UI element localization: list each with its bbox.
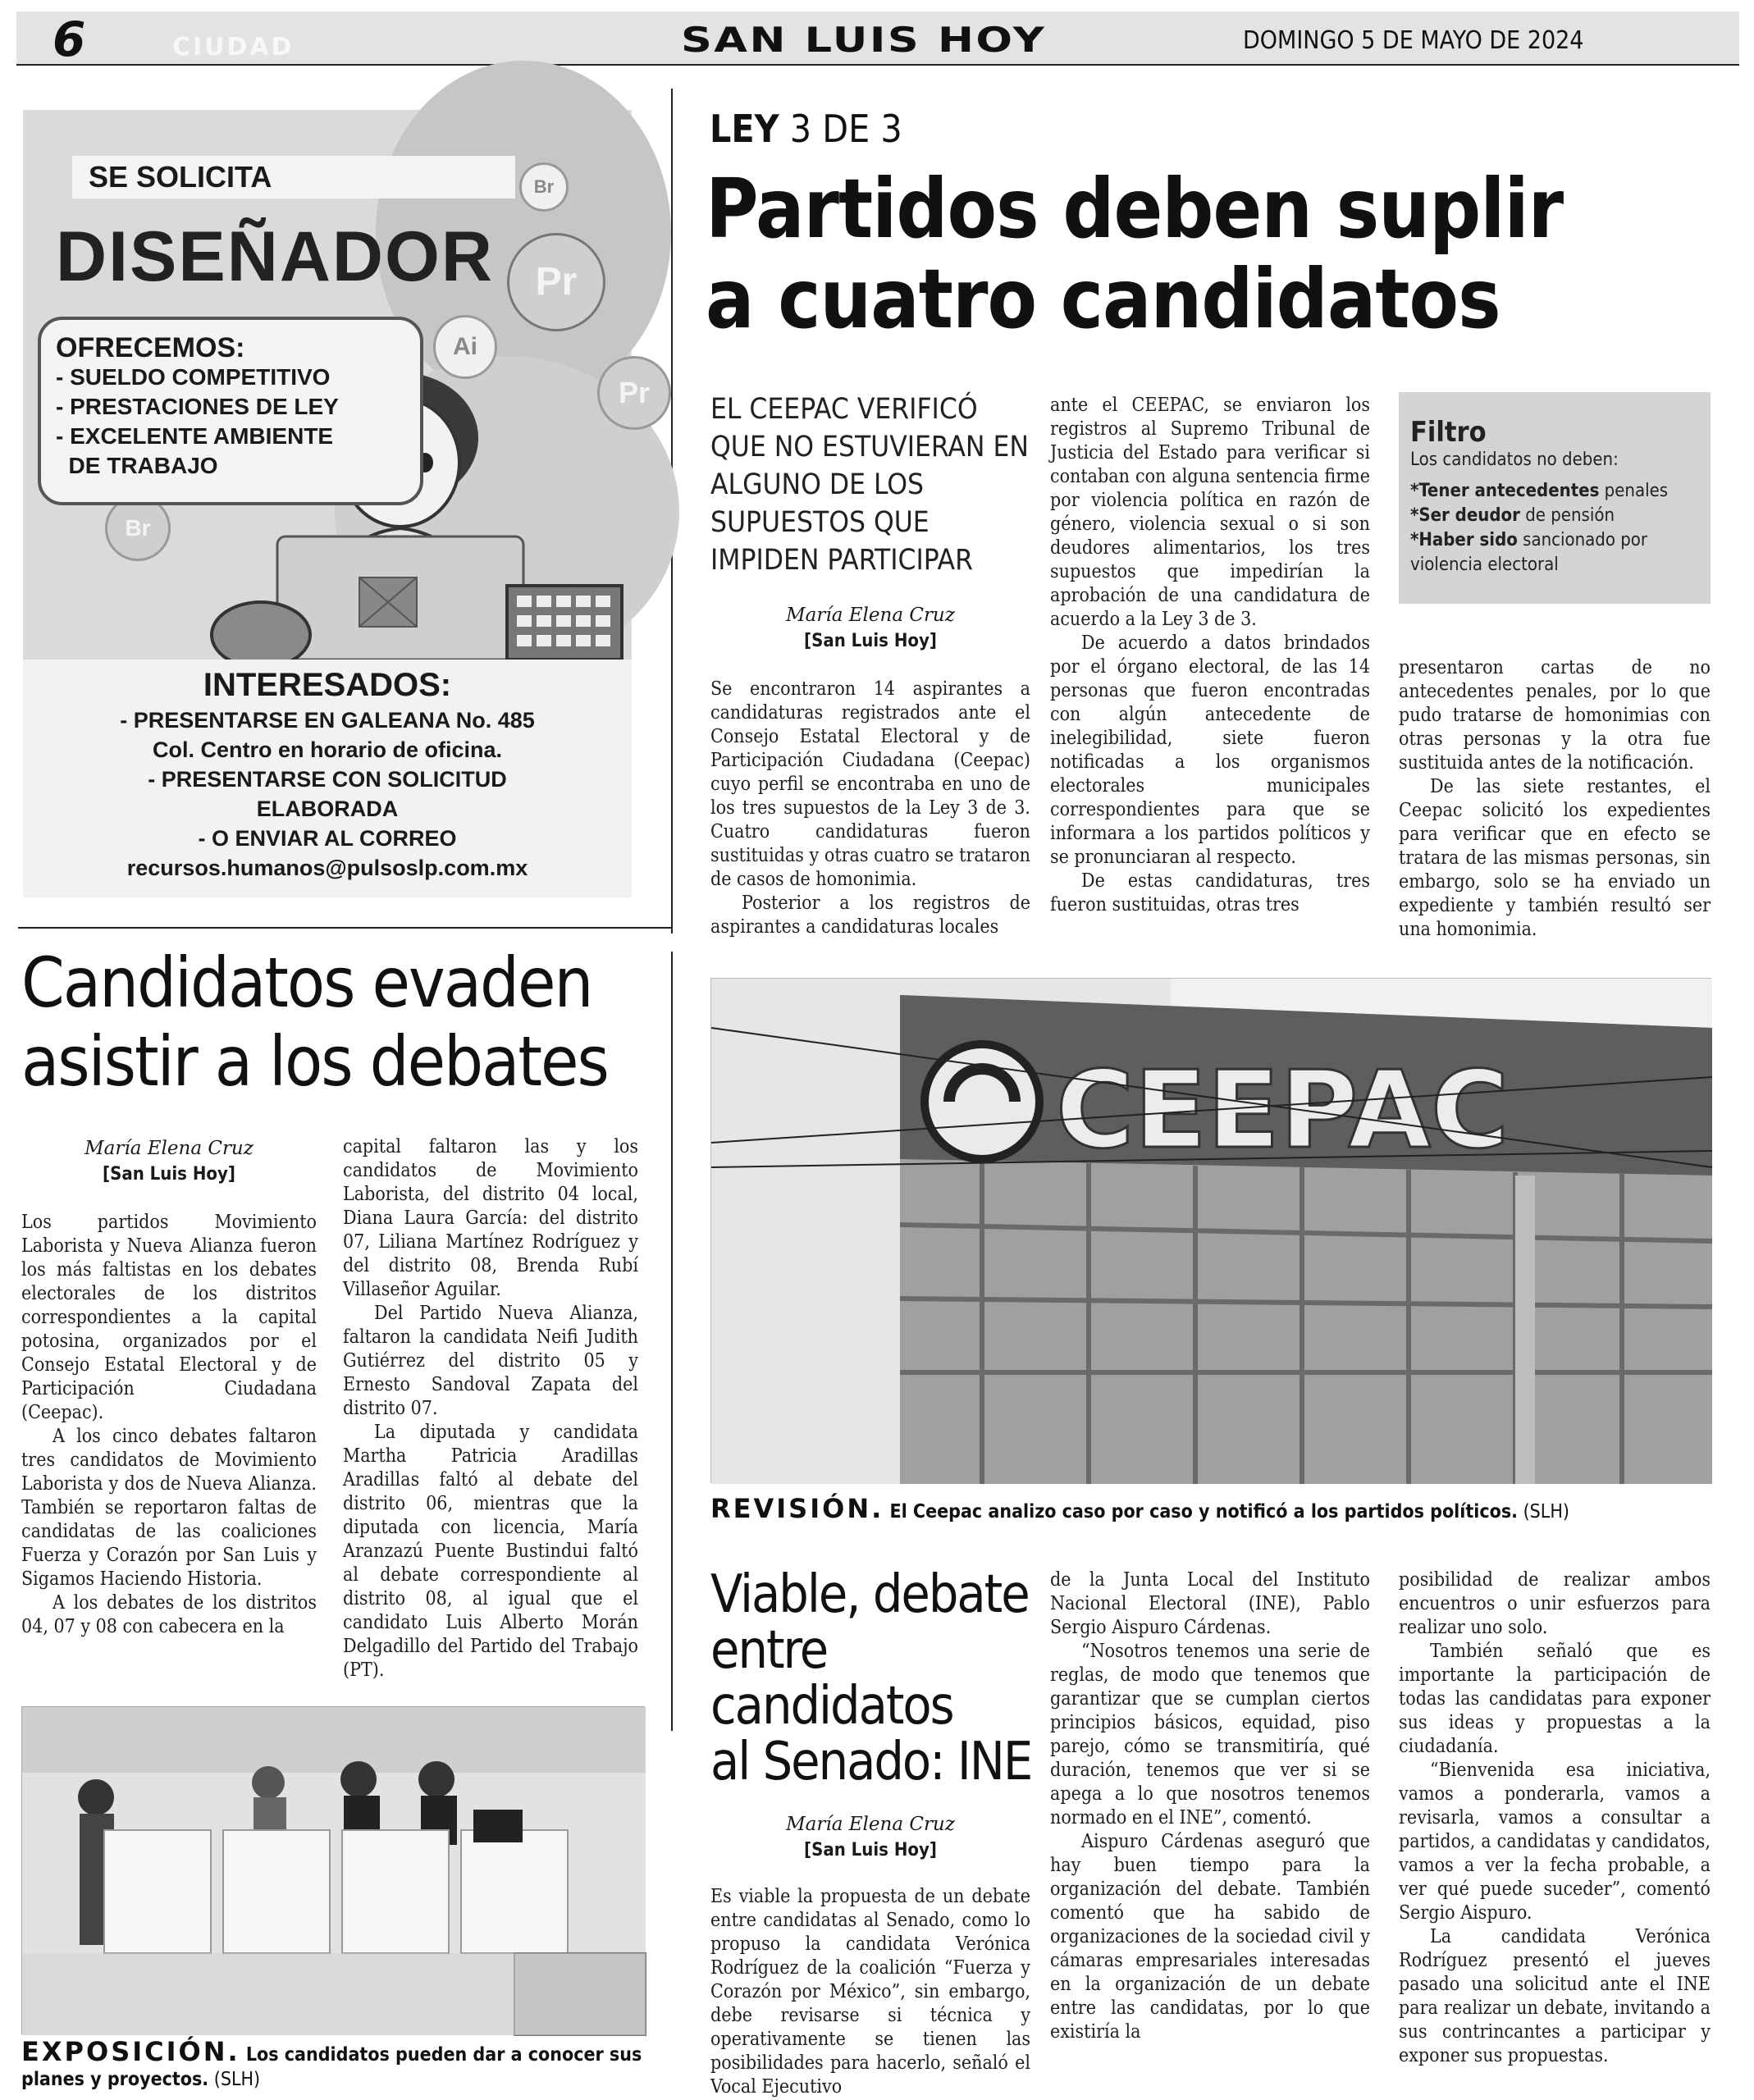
- ad-contact-line: - PRESENTARSE EN GALEANA No. 485: [120, 708, 535, 733]
- main-column-3: presentaron cartas de no antecedentes penales, por lo que pudo tratarse de homonimias con otras personas y la otra fue sustituida antes de la notificación. De las siete restantes, el Ceepac solicitó los expedientes para verificar que en efecto se tratara de las mismas personas, sin embargo, solo se ha enviado un expediente y también resultó ser una homonimia.: [1399, 657, 1711, 940]
- senado-column-1: Es viable la propuesta de un debate entre candidatas al Senado, como lo propuso la candidata Verónica Rodríguez de la coalición “Fuerza y Corazón por México”, sin embargo, debe revisarse si técnica y operativamente se tienen las posibilidades para hacerlo, señaló el Vocal Ejecutivo: [710, 1886, 1030, 2098]
- ad-offer-title: OFRECEMOS:: [56, 332, 245, 363]
- ad-title: DISEÑADOR: [56, 217, 495, 296]
- senado-column-2: de la Junta Local del Instituto Nacional Electoral (INE), Pablo Sergio Aispuro Cárdenas. “Nosotros tenemos una serie de reglas, de modo que tenemos que garantizar que se cumplan ciertos principios básicos, equidad, piso parejo, cómo se transmitiría, qué duración, tenemos que ver si se apega a lo que nosotros tenemos normado en el INE”, comentó. Aispuro Cárdenas aseguró que hay buen tiempo para la organización del debate. También comentó que ha sabido de organizaciones de la sociedad civil y cámaras empresariales interesadas en la organización de un debate entre las candidatas, por lo que existiría la: [1050, 1569, 1370, 2043]
- newspaper-name: SAN LUIS HOY: [681, 20, 1047, 60]
- page-number: 6: [53, 11, 86, 67]
- senado-byline: María Elena Cruz [San Luis Hoy]: [786, 1814, 955, 1860]
- keyboard-illustration: [212, 569, 622, 668]
- ad-offer-item: - PRESTACIONES DE LEY: [56, 394, 339, 419]
- debate-photo-caption: EXPOSICIÓN. Los candidatos pueden dar a conocer sus planes y proyectos. (SLH): [21, 2036, 642, 2090]
- ad-contact-line: Col. Centro en horario de oficina.: [152, 737, 503, 762]
- ad-email: recursos.humanos@pulsoslp.com.mx: [126, 856, 528, 880]
- bridge-app-icon: Br: [105, 495, 171, 561]
- debates-headline: Candidatos evaden asistir a los debates: [21, 943, 608, 1102]
- ad-offer-item: - EXCELENTE AMBIENTE: [56, 423, 334, 449]
- ceepac-photo-caption: REVISIÓN. El Ceepac analizo caso por caso y notificó a los partidos políticos. (SLH): [710, 1493, 1569, 1524]
- debates-column-1: Los partidos Movimiento Laborista y Nueva Alianza fueron los más faltistas en los debates electorales de los distritos correspondientes a la capital potosina, organizados por el Consejo Estatal Electoral y de Participación Ciudadana (Ceepac). A los cinco debates faltaron tres candidatos de Movimiento Laborista y dos de Nueva Alianza. También se reportaron faltas de candidatas de las coaliciones Fuerza y Corazón por San Luis y Sigamos Haciendo Historia. A los debates de los distritos 04, 07 y 08 con cabecera en la: [21, 1212, 317, 1637]
- debate-photo: [21, 1706, 645, 2034]
- filtro-item: *Tener antecedentes penales: [1410, 481, 1669, 501]
- kicker: LEY 3 DE 3: [710, 107, 902, 151]
- main-deck: EL CEEPAC VERIFICÓ QUE NO ESTUVIERAN EN ALGUNO DE LOS SUPUESTOS QUE IMPIDEN PARTICIPAR: [710, 393, 1029, 577]
- ad-contact-line: ELABORADA: [256, 797, 399, 821]
- filtro-box: Filtro Los candidatos no deben: *Tener antecedentes penales *Ser deudor de pensión *Haber sido sancionado por violencia electoral: [1399, 392, 1711, 604]
- ceepac-sign: CEEPAC: [1056, 1048, 1510, 1172]
- issue-date: DOMINGO 5 DE MAYO DE 2024: [1243, 26, 1584, 55]
- main-column-2: ante el CEEPAC, se enviaron los registros al Supremo Tribunal de Justicia del Estado para verificar si contaban con alguna sentencia firme por violencia política en razón de género, violencia sexual o si son deudores alimentarios, los tres supuestos que impedirían la aprobación de una candidatura de acuerdo a la Ley 3 de 3. De acuerdo a datos brindados por el órgano electoral, de las 14 personas que fueron encontradas con algún antecedente de inelegibilidad, siete fueron notificadas a los organismos electorales municipales correspondientes para que se informara a los partidos políticos y se pronunciaran al respecto. De estas candidaturas, tres fueron sustituidas, otras tres: [1050, 395, 1370, 915]
- ceepac-building-photo: [710, 978, 1711, 1483]
- main-byline: María Elena Cruz [San Luis Hoy]: [786, 605, 955, 651]
- debates-byline: María Elena Cruz [San Luis Hoy]: [85, 1138, 254, 1185]
- ad-offer-item: - SUELDO COMPETITIVO: [56, 364, 331, 390]
- job-ad: [23, 110, 651, 897]
- main-column-1: Se encontraron 14 aspirantes a candidaturas registrados ante el Consejo Estatal Electoral y de Participación Ciudadana (Ceepac) cuyo perfil se encontraba en uno de los tres supuestos de la Ley 3 de 3. Cuatro candidaturas fueron sustituidas y otras cuatro se trataron de casos de homonimia. Posterior a los registros de aspirantes a candidaturas locales: [710, 678, 1030, 938]
- ad-se-solicita: SE SOLICITA: [72, 156, 515, 199]
- filtro-item: *Ser deudor de pensión: [1410, 505, 1615, 526]
- senado-column-3: posibilidad de realizar ambos encuentros o unir esfuerzos para realizar uno solo. También señaló que es importante la participación de todas las candidatas para exponer sus ideas y propuestas a la ciudadanía. “Bienvenida esa iniciativa, vamos a ponderarla, vamos a revisarla, vamos a consultar a partidos, a candidatas y candidatos, vamos a ver la fecha probable, a ver qué puede suceder”, comentó Sergio Aispuro. La candidata Verónica Rodríguez presentó el jueves pasado una solicitud ante el INE para realizar un debate, invitando a sus contrincantes a participar y exponer sus propuestas.: [1399, 1569, 1711, 2066]
- section-name: CIUDAD: [172, 33, 295, 62]
- ad-offer-item: DE TRABAJO: [56, 453, 218, 478]
- debates-column-2: capital faltaron las y los candidatos de Movimiento Laborista, del distrito 04 local, Diana Laura García: del distrito 07, Liliana Martínez Rodríguez y del distrito 08, Brenda Rubí Villaseñor Aguilar. Del Partido Nueva Alianza, faltaron la candidata Neifi Judith Gutiérrez del distrito 05 y Ernesto Sandoval Zapata del distrito 07. La diputada y candidata Martha Patricia Aradillas Aradillas faltó al debate del distrito 06, mientras que la diputada con licencia, María Aranzazú Puente Bustindui faltó al debate correspondiente al distrito 08, al igual que el candidato Luis Alberto Morán Delgadillo del Partido del Trabajo (PT).: [343, 1136, 638, 1681]
- ad-bottom-rule: [18, 927, 671, 929]
- ad-contact-line: - PRESENTARSE CON SOLICITUD: [148, 767, 507, 792]
- bridge-app-icon: Br: [519, 162, 569, 212]
- premiere-app-icon: Pr: [507, 233, 605, 331]
- ad-contact-line: - O ENVIAR AL CORREO: [198, 826, 457, 851]
- main-headline: Partidos deben suplir a cuatro candidatos: [706, 161, 1564, 347]
- filtro-item: *Haber sido sancionado por violencia electoral: [1410, 530, 1648, 575]
- senado-headline: Viable, debate entre candidatos al Senado: INE: [710, 1564, 1032, 1792]
- ad-offer-box: [38, 317, 423, 505]
- premiere-app-icon: Pr: [597, 356, 671, 430]
- illustrator-app-icon: Ai: [433, 315, 497, 379]
- ad-interested-title: INTERESADOS:: [203, 667, 452, 703]
- column-divider: [671, 952, 673, 1731]
- ad-contact-box: [23, 660, 632, 897]
